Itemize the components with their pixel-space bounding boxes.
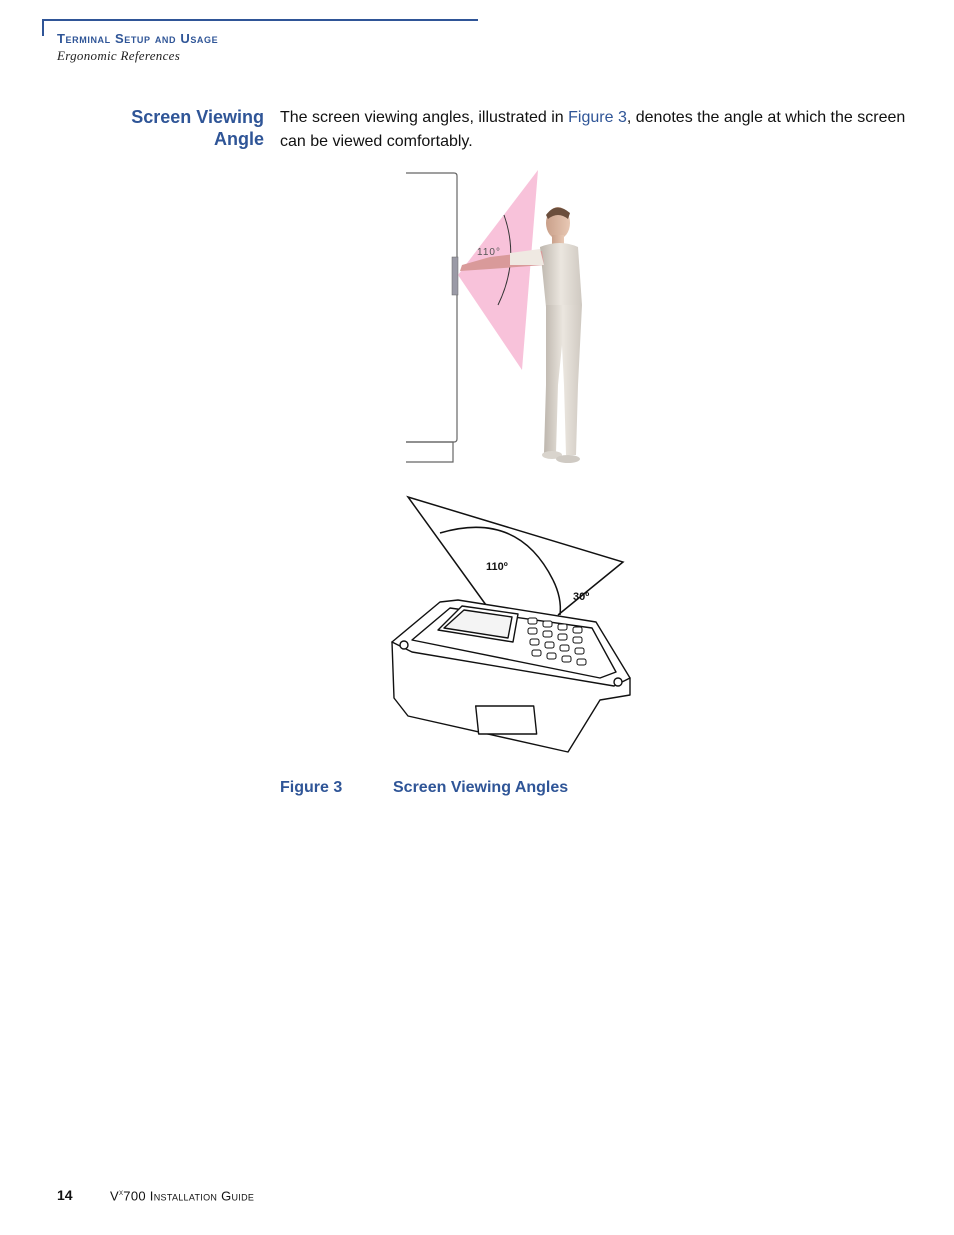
payment-terminal bbox=[392, 600, 630, 752]
angle-label-30: 30º bbox=[573, 591, 590, 603]
footer-doc-title bbox=[110, 1187, 254, 1203]
angle-arc-30 bbox=[553, 580, 560, 615]
doc-title-superscript: x bbox=[118, 1187, 124, 1197]
section-body bbox=[280, 106, 910, 154]
running-header-section: Terminal Setup and Usage bbox=[57, 31, 219, 46]
section-heading-line1: Screen Viewing bbox=[131, 107, 264, 127]
doc-title-rest: 700 Installation Guide bbox=[123, 1188, 255, 1204]
header-rule-vertical bbox=[42, 19, 44, 36]
person-legs bbox=[544, 305, 582, 455]
running-header-subsection: Ergonomic References bbox=[57, 48, 181, 63]
person-viewing-illustration bbox=[380, 165, 630, 480]
page-number: 14 bbox=[57, 1187, 73, 1203]
body-text-start: The screen viewing angles, illustrated in bbox=[280, 109, 569, 126]
person-torso bbox=[540, 243, 582, 307]
section-heading-line2: Angle bbox=[213, 129, 264, 149]
person-angle-label: 110° bbox=[477, 247, 501, 258]
wall-base bbox=[406, 442, 453, 462]
figure-link[interactable]: Figure 3 bbox=[568, 109, 627, 126]
figure-caption-title: Screen Viewing Angles bbox=[393, 779, 569, 796]
wall-terminal bbox=[452, 257, 458, 295]
section-heading bbox=[84, 106, 264, 150]
figure-caption-number: Figure 3 bbox=[280, 779, 343, 796]
wall-outline bbox=[406, 173, 457, 442]
doc-title-prefix: V bbox=[110, 1188, 119, 1204]
device-angle-illustration bbox=[378, 490, 650, 765]
body-text-end: , denotes the angle at which the screen can be viewed comfortably. bbox=[280, 109, 906, 150]
header-rule bbox=[42, 19, 478, 21]
angle-label-110: 110º bbox=[486, 561, 508, 573]
viewing-angle-lines bbox=[408, 497, 623, 615]
